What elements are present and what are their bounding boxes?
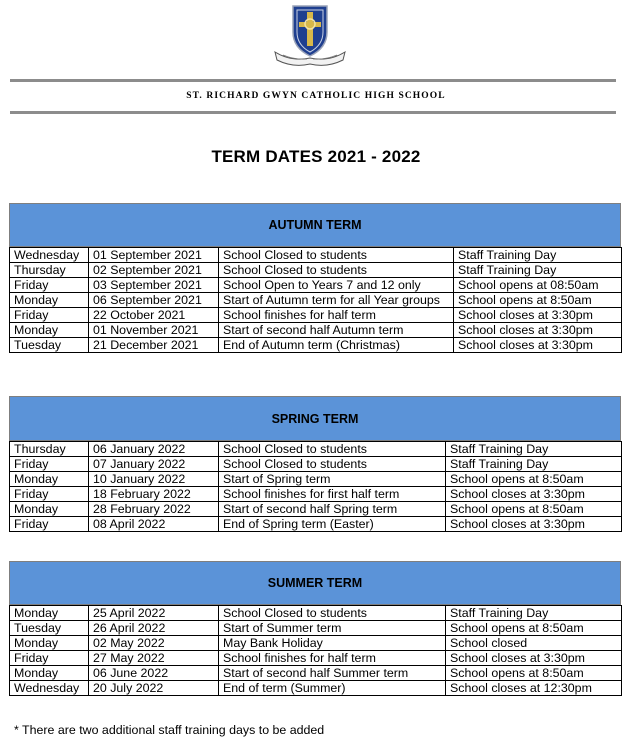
table-row — [10, 517, 622, 532]
note-cell: Staff Training Day — [454, 263, 622, 278]
autumn-term-table — [9, 247, 622, 353]
day-cell: Friday — [10, 457, 89, 472]
date-cell: 06 September 2021 — [89, 293, 219, 308]
note-cell: School closes at 3:30pm — [454, 308, 622, 323]
day-cell: Friday — [10, 308, 89, 323]
table-row — [10, 457, 622, 472]
summer-term-table — [9, 605, 622, 696]
date-cell: 28 February 2022 — [89, 502, 219, 517]
event-cell: School Closed to students — [219, 263, 454, 278]
table-row — [10, 308, 622, 323]
event-cell: School finishes for first half term — [219, 487, 446, 502]
event-cell: Start of Autumn term for all Year groups — [219, 293, 454, 308]
date-cell: 08 April 2022 — [89, 517, 219, 532]
date-cell: 06 June 2022 — [89, 666, 219, 681]
table-row — [10, 278, 622, 293]
day-cell: Tuesday — [10, 338, 89, 353]
footnote: * There are two additional staff training days to be added — [14, 723, 325, 737]
table-row — [10, 293, 622, 308]
event-cell: End of Spring term (Easter) — [219, 517, 446, 532]
note-cell: School opens at 8:50am — [454, 293, 622, 308]
event-cell: School Open to Years 7 and 12 only — [219, 278, 454, 293]
school-name: ST. RICHARD GWYN CATHOLIC HIGH SCHOOL — [186, 91, 446, 101]
note-cell: School opens at 8:50am — [446, 472, 622, 487]
table-row — [10, 323, 622, 338]
day-cell: Monday — [10, 323, 89, 338]
day-cell: Monday — [10, 293, 89, 308]
page-title: TERM DATES 2021 - 2022 — [211, 147, 421, 166]
date-cell: 01 September 2021 — [89, 248, 219, 263]
date-cell: 10 January 2022 — [89, 472, 219, 487]
note-cell: School opens at 8:50am — [446, 502, 622, 517]
day-cell: Monday — [10, 606, 89, 621]
date-cell: 06 January 2022 — [89, 442, 219, 457]
term-header: AUTUMN TERM — [9, 203, 621, 247]
note-cell: School closes at 3:30pm — [454, 338, 622, 353]
event-cell: May Bank Holiday — [219, 636, 446, 651]
event-cell: Start of second half Summer term — [219, 666, 446, 681]
spring-term-table — [9, 441, 622, 532]
event-cell: School finishes for half term — [219, 651, 446, 666]
note-cell: Staff Training Day — [446, 457, 622, 472]
event-cell: End of term (Summer) — [219, 681, 446, 696]
event-cell: Start of Summer term — [219, 621, 446, 636]
day-cell: Friday — [10, 278, 89, 293]
event-cell: Start of second half Autumn term — [219, 323, 454, 338]
note-cell: School closes at 3:30pm — [446, 517, 622, 532]
day-cell: Monday — [10, 636, 89, 651]
note-cell: School closes at 3:30pm — [446, 487, 622, 502]
table-row — [10, 681, 622, 696]
table-row — [10, 487, 622, 502]
term-header: SPRING TERM — [9, 396, 621, 441]
date-cell: 21 December 2021 — [89, 338, 219, 353]
date-cell: 03 September 2021 — [89, 278, 219, 293]
day-cell: Friday — [10, 651, 89, 666]
summer-term-section — [9, 561, 621, 696]
table-row — [10, 621, 622, 636]
note-cell: School closes at 3:30pm — [446, 651, 622, 666]
table-row — [10, 666, 622, 681]
date-cell: 25 April 2022 — [89, 606, 219, 621]
date-cell: 27 May 2022 — [89, 651, 219, 666]
note-cell: School opens at 8:50am — [446, 621, 622, 636]
date-cell: 18 February 2022 — [89, 487, 219, 502]
table-row — [10, 502, 622, 517]
date-cell: 07 January 2022 — [89, 457, 219, 472]
day-cell: Tuesday — [10, 621, 89, 636]
event-cell: Start of second half Spring term — [219, 502, 446, 517]
day-cell: Monday — [10, 502, 89, 517]
event-cell: School finishes for half term — [219, 308, 454, 323]
date-cell: 01 November 2021 — [89, 323, 219, 338]
note-cell: School closes at 3:30pm — [454, 323, 622, 338]
date-cell: 02 September 2021 — [89, 263, 219, 278]
table-row — [10, 338, 622, 353]
note-cell: Staff Training Day — [446, 606, 622, 621]
spring-term-section — [9, 396, 621, 532]
table-row — [10, 248, 622, 263]
date-cell: 02 May 2022 — [89, 636, 219, 651]
day-cell: Monday — [10, 666, 89, 681]
note-cell: School closed — [446, 636, 622, 651]
day-cell: Monday — [10, 472, 89, 487]
note-cell: Staff Training Day — [446, 442, 622, 457]
table-row — [10, 651, 622, 666]
header-rule-bottom — [10, 111, 616, 114]
term-header: SUMMER TERM — [9, 561, 621, 605]
event-cell: School Closed to students — [219, 606, 446, 621]
event-cell: Start of Spring term — [219, 472, 446, 487]
event-cell: School Closed to students — [219, 248, 454, 263]
table-row — [10, 263, 622, 278]
day-cell: Wednesday — [10, 248, 89, 263]
date-cell: 22 October 2021 — [89, 308, 219, 323]
day-cell: Thursday — [10, 263, 89, 278]
autumn-term-section — [9, 203, 621, 353]
school-crest-icon — [269, 2, 351, 68]
day-cell: Friday — [10, 517, 89, 532]
header-rule-top — [10, 79, 616, 82]
note-cell: Staff Training Day — [454, 248, 622, 263]
note-cell: School opens at 08:50am — [454, 278, 622, 293]
event-cell: School Closed to students — [219, 457, 446, 472]
table-row — [10, 636, 622, 651]
table-row — [10, 606, 622, 621]
table-row — [10, 442, 622, 457]
event-cell: End of Autumn term (Christmas) — [219, 338, 454, 353]
day-cell: Thursday — [10, 442, 89, 457]
date-cell: 20 July 2022 — [89, 681, 219, 696]
day-cell: Wednesday — [10, 681, 89, 696]
day-cell: Friday — [10, 487, 89, 502]
date-cell: 26 April 2022 — [89, 621, 219, 636]
table-row — [10, 472, 622, 487]
event-cell: School Closed to students — [219, 442, 446, 457]
note-cell: School closes at 12:30pm — [446, 681, 622, 696]
note-cell: School opens at 8:50am — [446, 666, 622, 681]
